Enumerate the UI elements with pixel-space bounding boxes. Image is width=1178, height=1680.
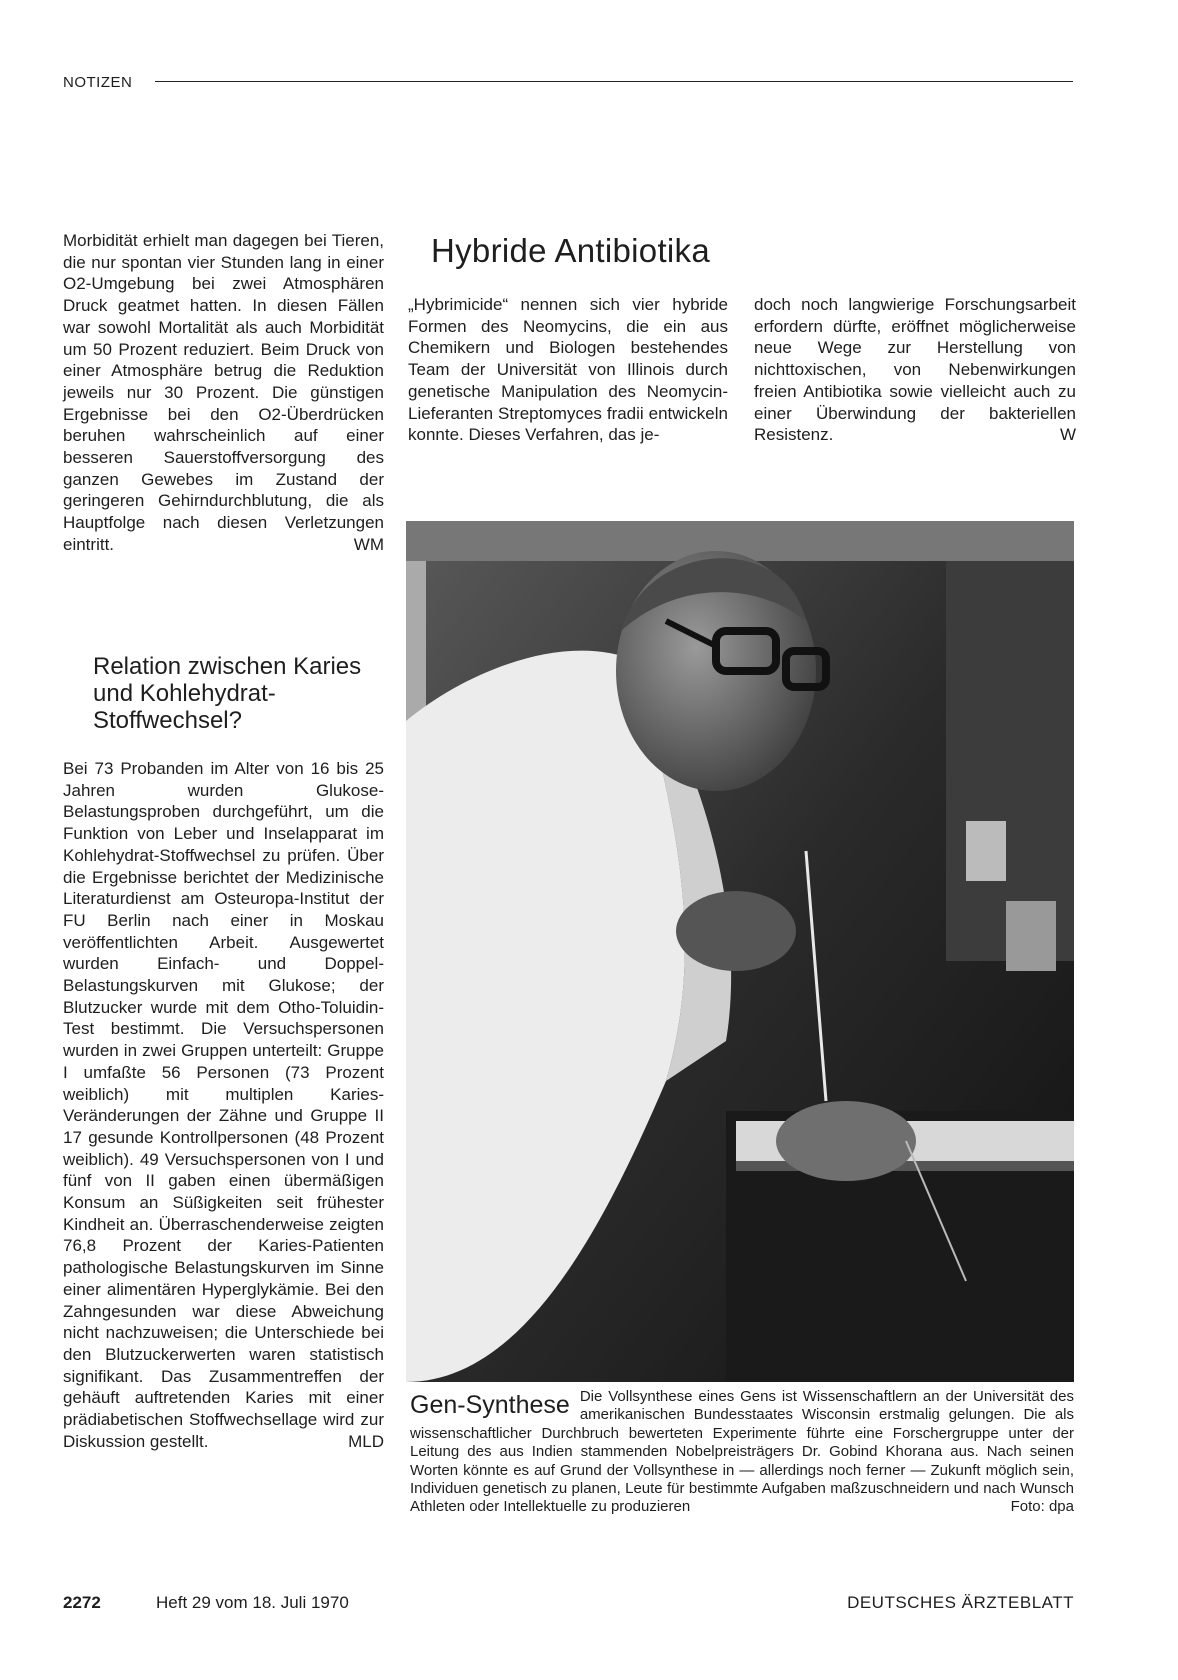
hybrid-article-column-2: [754, 294, 1076, 446]
scientist-photo: [406, 521, 1074, 1382]
header-rule: [155, 81, 1073, 82]
karies-article: [63, 758, 384, 1453]
left-column-body: Morbidität erhielt man dagegen bei Tieren, die nur spontan vier Stunden lang in einer O2-Umgebung bei zwei Atmosphären Druck geatmet hatten. In diesen Fällen war sowohl Mortalität als auch Morbidität um 50 Prozent reduziert. Beim Druck von einer Atmosphäre betrug die Reduktion jeweils nur 30 Prozent. Die günstigen Ergebnisse bei den O2-Überdrücken beruhen wahrscheinlich auf einer besseren Sauerstoffversorgung des ganzen Gewebes im Zustand der geringeren Gehirndurchblutung, die als Hauptfolge nach diesen Verletzungen eintritt.: [63, 231, 384, 554]
photo-caption-title: Gen-Synthese: [410, 1391, 570, 1419]
hybrid-article-body-2: doch noch langwierige Forschungsarbeit erfordern dürfte, eröffnet möglicherweise neue Wege zur Herstellung von nichttoxischen, von Nebenwirkungen freien Antibiotika sowie vielleicht auch zu einer Überwindung der bakteriellen Resistenz.: [754, 295, 1076, 445]
page-number: 2272: [63, 1593, 101, 1612]
left-column-text: [63, 230, 384, 556]
karies-article-title: Relation zwischen Karies und Kohlehydrat-Stoffwechsel?: [93, 653, 362, 734]
photo-credit: Foto: dpa: [1010, 1498, 1074, 1516]
hybrid-article-column-1: [408, 294, 728, 446]
left-column-signature: WM: [353, 534, 384, 554]
hybrid-article-body-1: „Hybrimicide“ nennen sich vier hybride Formen des Neomycins, die ein aus Chemikern und Biologen bestehendes Team der Universität von Illinois durch genetische Manipulation des Neomycin-Lieferanten Streptomyces fradii entwickeln konnte. Dieses Verfahren, das je-: [408, 295, 728, 445]
karies-article-signature: MLD: [348, 1431, 384, 1451]
issue-info: Heft 29 vom 18. Juli 1970: [156, 1593, 349, 1612]
hybrid-article-title: Hybride Antibiotika: [431, 232, 711, 269]
photo-caption-text: Die Vollsynthese eines Gens ist Wissenschaftlern an der Universität des amerikanischen Bundesstaates Wisconsin erstmalig gelungen. Die als wissenschaftlicher Durchbruch bewerteten Experimente führte eine Forschergruppe unter der Leitung des aus Indien stammenden Nobelpreisträgers Dr. Gobind Khorana aus. Nach seinen Worten könnte es auf Grund der Vollsynthese in — allerdings noch ferner — Zukunft möglich sein, Individuen genetisch zu planen, Leute für bestimmte Aufgaben maßzuschneidern und nach Wunsch Athleten oder Intellektuelle zu produzieren: [410, 1388, 1074, 1516]
journal-name: DEUTSCHES ÄRZTEBLATT: [847, 1593, 1074, 1612]
karies-article-body: Bei 73 Probanden im Alter von 16 bis 25 Jahren wurden Glukose-Belastungsproben durchgeführt, um die Funktion von Leber und Inselapparat im Kohlehydrat-Stoffwechsel zu prüfen. Über die Ergebnisse berichtet der Medizinische Literaturdienst am Osteuropa-Institut der FU Berlin nach einer in Moskau veröffentlichten Arbeit. Ausgewertet wurden Einfach- und Doppel-Belastungskurven mit Glukose; der Blutzucker wurde mit dem Otho-Toluidin-Test bestimmt. Die Versuchspersonen wurden in zwei Gruppen unterteilt: Gruppe I umfaßte 56 Personen (73 Prozent weiblich) mit multiplen Karies-Veränderungen der Zähne und Gruppe II 17 gesunde Kontrollpersonen (48 Prozent weiblich). 49 Versuchspersonen von I und fünf von II gaben einen übermäßigen Konsum an Süßigkeiten seit frühester Kindheit an. Überraschenderweise zeigten 76,8 Prozent der Karies-Patienten pathologische Belastungskurven im Sinne einer alimentären Hyperglykämie. Bei den Zahngesunden war diese Abweichung nicht nachzuweisen; die Unterschiede bei den Blutzuckerwerten waren statistisch signifikant. Das Zusammentreffen der gehäuft auftretenden Karies mit einer prädiabetischen Stoffwechsellage wird zur Diskussion gestellt.: [63, 759, 384, 1451]
photo-caption: [410, 1388, 1074, 1517]
section-label: NOTIZEN: [63, 74, 133, 91]
hybrid-article-signature: W: [1059, 425, 1076, 445]
